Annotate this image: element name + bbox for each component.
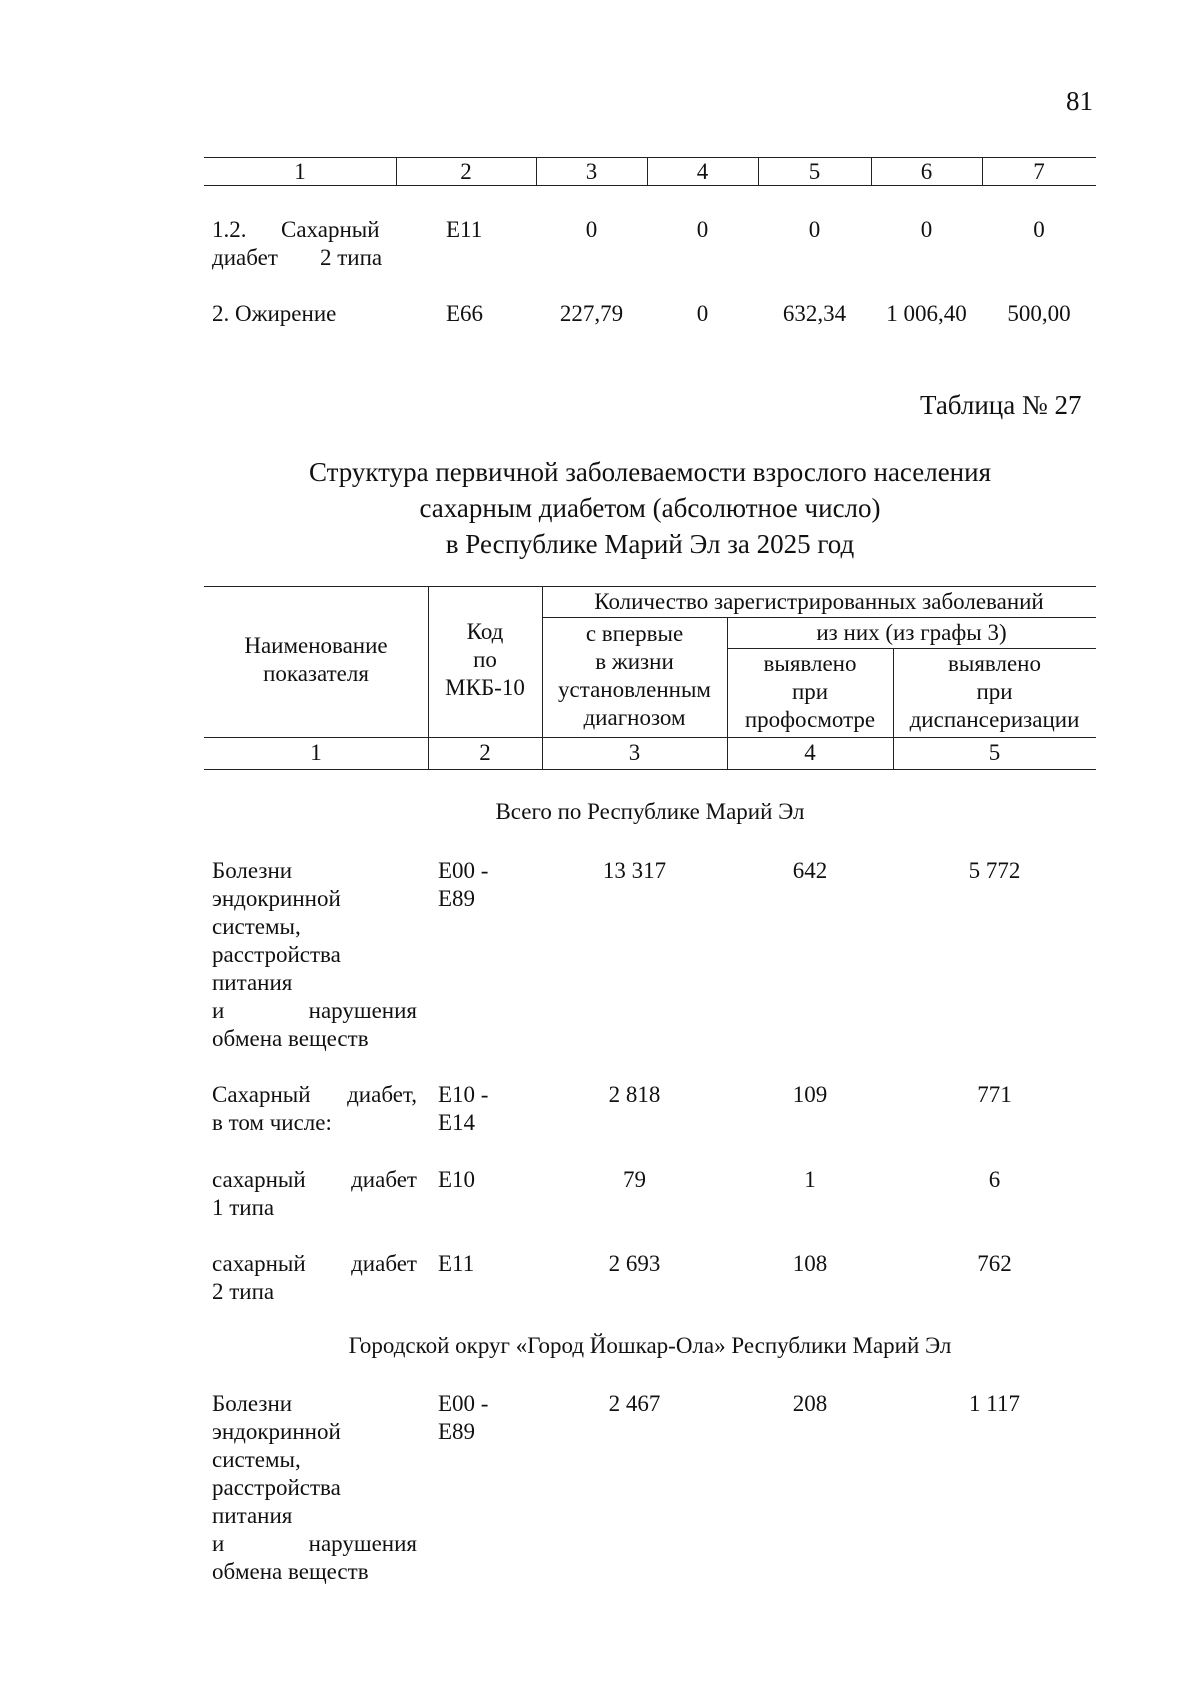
row-name-line	[212, 1166, 417, 1194]
row-name-word: диабет	[351, 1167, 417, 1192]
header-first-time	[542, 620, 727, 732]
row-name-line: расстройства	[212, 942, 341, 967]
top-col-number: 4	[696, 159, 709, 184]
header-disp	[893, 650, 1096, 734]
row-name-part: диабет	[212, 245, 278, 270]
row-code-line: Е10 -	[438, 1082, 489, 1107]
top-col-number: 7	[1033, 159, 1045, 184]
row-code-line: Е14	[438, 1110, 476, 1135]
row-name-line: питания	[212, 1503, 293, 1528]
row-name-line: Болезни	[212, 1391, 293, 1416]
row-name	[212, 1390, 417, 1586]
row-value: 1	[804, 1167, 816, 1192]
header-code-line: Код	[466, 619, 504, 644]
row-value: 500,00	[1007, 301, 1071, 326]
row-code: Е66	[446, 301, 484, 326]
row-name-word: нарушения	[308, 1531, 417, 1556]
row-name: 2. Ожирение	[212, 301, 337, 326]
header-name-line: показателя	[263, 661, 369, 686]
header-col-number: 2	[479, 740, 491, 765]
row-value: 762	[977, 1251, 1012, 1276]
row-name-line	[212, 997, 417, 1025]
row-name-line: системы,	[212, 914, 301, 939]
table-title-line: в Республике Марий Эл за 2025 год	[445, 529, 855, 559]
row-name-line	[212, 1081, 417, 1109]
table-number: Таблица № 27	[920, 390, 1082, 420]
header-registered: Количество зарегистрированных заболеваний	[594, 589, 1044, 614]
row-value: 79	[623, 1167, 646, 1192]
header-col-number: 5	[988, 740, 1001, 765]
row-name	[212, 1250, 417, 1306]
row-name-word: диабет,	[347, 1082, 417, 1107]
row-code-line: Е89	[438, 886, 476, 911]
row-value: 0	[696, 217, 709, 242]
header-disp-line: выявлено	[948, 651, 1041, 676]
row-name-line: 1 типа	[212, 1195, 275, 1220]
row-code	[438, 1390, 488, 1446]
row-name-line: расстройства	[212, 1475, 341, 1500]
row-code	[438, 857, 488, 913]
row-value: 6	[988, 1167, 1001, 1192]
row-code-line: Е10	[438, 1167, 476, 1192]
header-col-number: 4	[804, 740, 816, 765]
header-code-line: МКБ-10	[445, 675, 525, 700]
row-code-line: Е89	[438, 1419, 476, 1444]
top-col-number: 5	[808, 159, 821, 184]
header-rule	[542, 617, 1096, 618]
header-rule	[204, 737, 1096, 738]
header-name	[204, 632, 428, 688]
top-col-number: 6	[920, 159, 933, 184]
header-name-line: Наименование	[244, 633, 388, 658]
row-value: 0	[585, 217, 598, 242]
header-of-them: из них (из графы 3)	[816, 620, 1007, 645]
row-name-word: сахарный	[212, 1167, 306, 1192]
row-value: 1 006,40	[886, 301, 967, 326]
row-name-word: и	[212, 998, 225, 1023]
header-prof-line: профосмотре	[744, 707, 876, 732]
row-name-line: эндокринной	[212, 1419, 341, 1444]
table-title-line: Структура первичной заболеваемости взрослого населения	[308, 457, 991, 487]
page-number: 81	[1066, 86, 1093, 116]
row-value: 2 693	[608, 1251, 661, 1276]
row-value: 771	[977, 1082, 1012, 1107]
row-name-line: Болезни	[212, 858, 293, 883]
table-title-line: сахарным диабетом (абсолютное число)	[419, 493, 881, 523]
row-code: Е11	[446, 217, 483, 242]
header-prof-line: выявлено	[763, 651, 857, 676]
row-value: 0	[808, 217, 821, 242]
section-title: Всего по Республике Марий Эл	[495, 799, 805, 824]
header-col-number: 3	[628, 740, 641, 765]
row-name-line: системы,	[212, 1447, 301, 1472]
row-name	[212, 1166, 417, 1222]
row-name-word: нарушения	[308, 998, 417, 1023]
row-code-line: Е00 -	[438, 858, 489, 883]
row-value: 632,34	[782, 301, 847, 326]
header-disp-line: диспансеризации	[909, 707, 1080, 732]
row-name-line	[212, 1530, 417, 1558]
row-value: 1 117	[969, 1391, 1020, 1416]
row-code	[438, 1166, 475, 1194]
header-first-time-line: с впервые	[585, 621, 684, 646]
header-prof	[727, 650, 893, 734]
row-name-line	[212, 1250, 417, 1278]
row-value: 642	[792, 858, 828, 883]
row-value: 13 317	[602, 858, 667, 883]
row-value: 0	[920, 217, 933, 242]
row-value: 208	[792, 1391, 828, 1416]
row-name-part: Сахарный	[281, 217, 380, 242]
header-first-time-line: установленным	[558, 677, 711, 702]
row-code	[438, 1081, 488, 1137]
row-name-line: 2 типа	[212, 1279, 275, 1304]
row-code-line: Е11	[438, 1251, 475, 1276]
row-name-line: питания	[212, 970, 293, 995]
header-disp-line: при	[976, 679, 1013, 704]
header-first-time-line: в жизни	[595, 649, 674, 674]
header-first-time-line: диагнозом	[583, 705, 686, 730]
row-name-part: 1.2.	[212, 217, 247, 242]
row-name	[212, 1081, 417, 1137]
row-code-line: Е00 -	[438, 1391, 489, 1416]
header-code-line: по	[473, 647, 497, 672]
row-name-line: обмена веществ	[212, 1559, 369, 1584]
row-value: 0	[1033, 217, 1045, 242]
row-value: 2 818	[608, 1082, 661, 1107]
header-rule-top	[204, 586, 1096, 587]
row-value: 109	[792, 1082, 828, 1107]
header-col-number: 1	[310, 740, 322, 765]
row-name-word: диабет	[351, 1251, 417, 1276]
row-name-part: 2 типа	[320, 245, 383, 270]
row-value: 108	[792, 1251, 828, 1276]
row-name-word: и	[212, 1531, 225, 1556]
top-col-number: 2	[460, 159, 472, 184]
row-value: 227,79	[559, 301, 624, 326]
header-rule-bottom	[204, 769, 1096, 770]
header-prof-line: при	[791, 679, 829, 704]
row-value: 0	[696, 301, 709, 326]
row-name-line: обмена веществ	[212, 1026, 369, 1051]
row-value: 5 772	[968, 858, 1021, 883]
header-code	[428, 618, 542, 702]
row-name-word: Сахарный	[212, 1082, 311, 1107]
top-col-number: 1	[294, 159, 306, 184]
row-name-line: в том числе:	[212, 1110, 332, 1135]
row-name-line: эндокринной	[212, 886, 341, 911]
top-col-number: 3	[585, 159, 598, 184]
row-value: 2 467	[608, 1391, 661, 1416]
header-rule	[727, 648, 1096, 649]
row-code	[438, 1250, 474, 1278]
row-name-word: сахарный	[212, 1251, 306, 1276]
row-name	[212, 857, 417, 1053]
section-title: Городской округ «Город Йошкар-Ола» Республики Марий Эл	[348, 1333, 952, 1358]
